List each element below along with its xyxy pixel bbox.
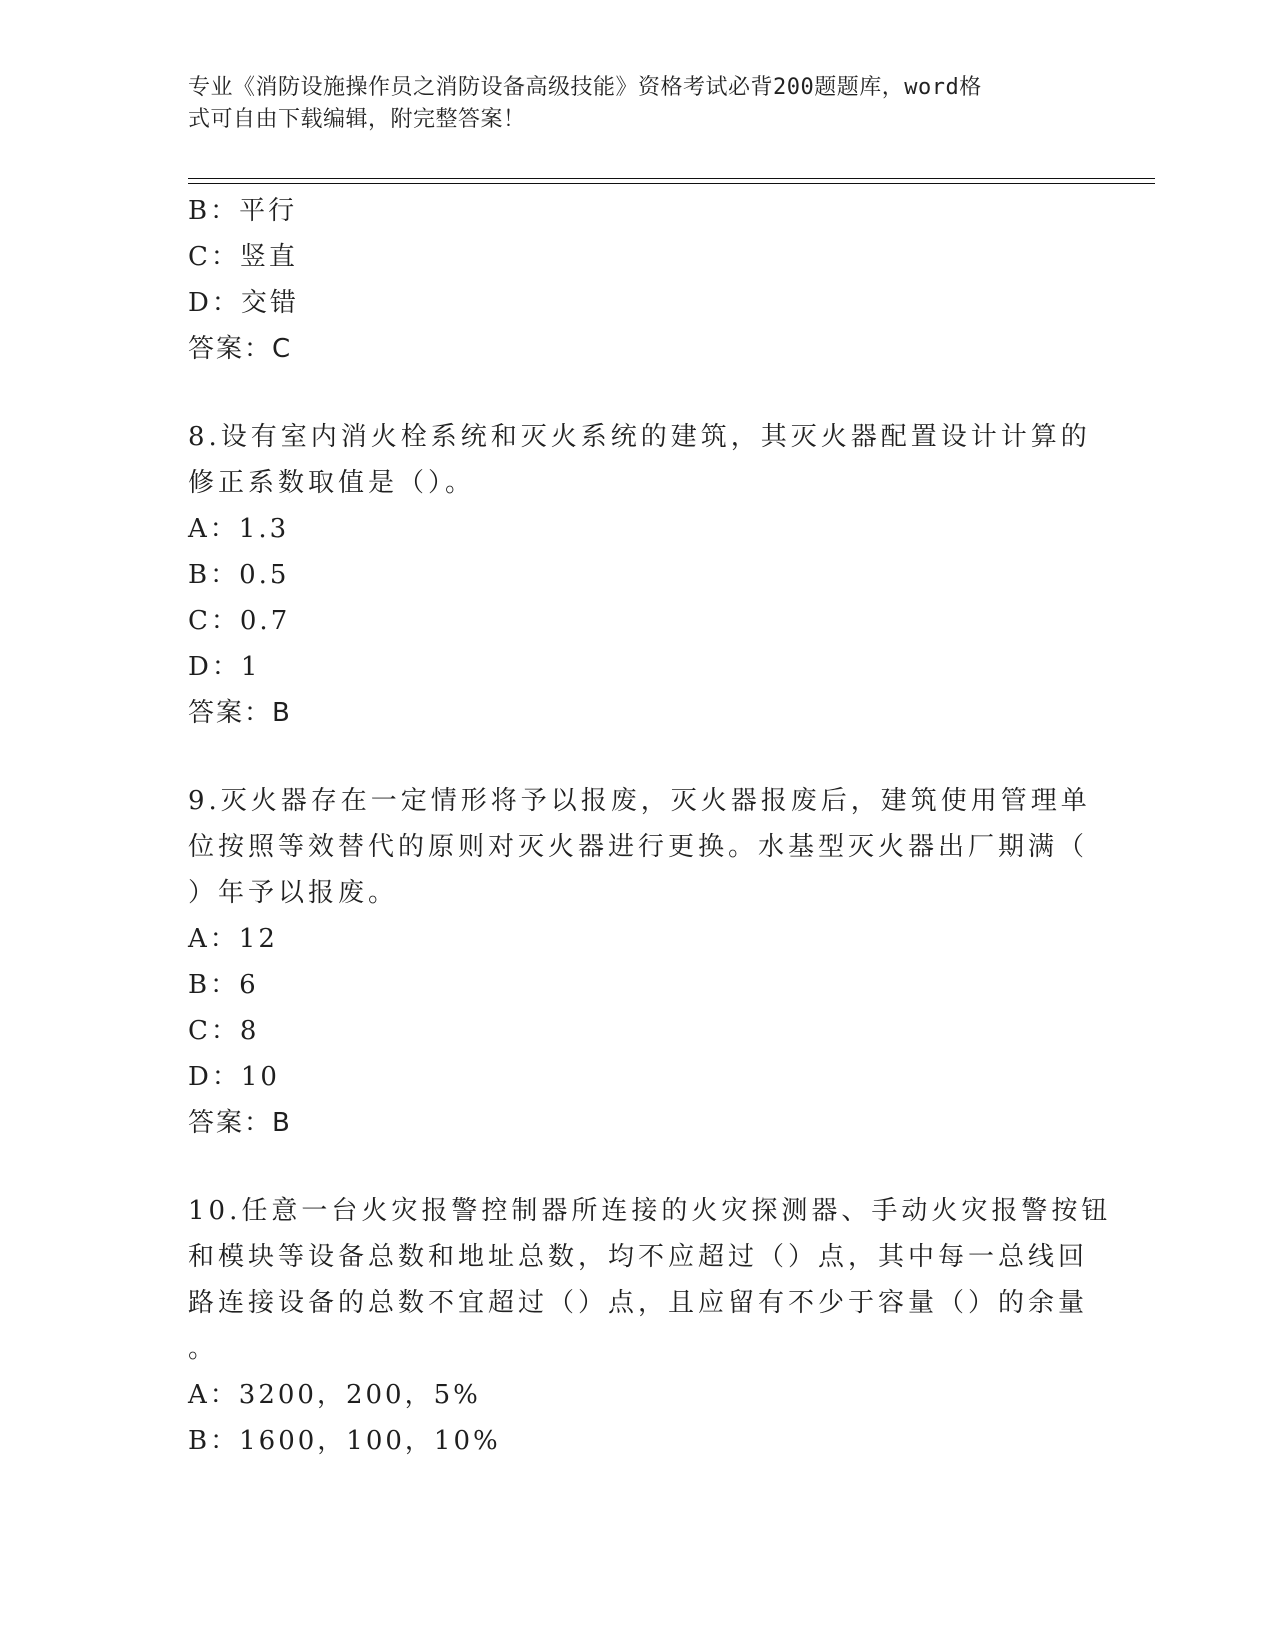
question-7-continued: [188, 188, 1088, 372]
question-8: [188, 414, 1091, 736]
option-c: C：8: [188, 1016, 260, 1046]
question-10: [188, 1188, 1112, 1464]
option-b: B：6: [188, 970, 259, 1000]
question-text-line: 8.设有室内消火栓系统和灭火系统的建筑，其灭火器配置设计计算的: [188, 422, 1091, 452]
option-b: B：平行: [188, 196, 298, 226]
question-9: [188, 778, 1091, 1146]
header-line-2: 式可自由下载编辑，附完整答案！: [188, 107, 526, 132]
option-a: A：1.3: [188, 514, 290, 544]
question-text-line: 和模块等设备总数和地址总数，均不应超过（）点，其中每一总线回: [188, 1242, 1089, 1272]
question-text-line: 位按照等效替代的原则对灭火器进行更换。水基型灭火器出厂期满（: [188, 832, 1089, 862]
option-d: D：1: [188, 652, 261, 682]
question-text-line: 修正系数取值是（）。: [188, 468, 476, 498]
question-text-line: ）年予以报废。: [188, 878, 399, 908]
spacer: [188, 736, 1088, 778]
question-text-line: 10.任意一台火灾报警控制器所连接的火灾探测器、手动火灾报警按钮: [188, 1196, 1112, 1226]
spacer: [188, 372, 1088, 414]
option-d: D：10: [188, 1062, 280, 1092]
option-b: B：1600，100，10%: [188, 1426, 501, 1456]
question-text-line: 9.灭火器存在一定情形将予以报废，灭火器报废后，建筑使用管理单: [188, 786, 1091, 816]
option-a: A：3200，200，5%: [188, 1380, 481, 1410]
question-text-line: 路连接设备的总数不宜超过（）点，且应留有不少于容量（）的余量: [188, 1288, 1089, 1318]
spacer: [188, 1146, 1088, 1188]
page-header: [188, 72, 1068, 136]
answer: 答案：C: [188, 334, 293, 364]
option-b: B：0.5: [188, 560, 290, 590]
header-divider: [188, 178, 1155, 184]
option-c: C：0.7: [188, 606, 291, 636]
document-body: [188, 188, 1112, 1464]
option-a: A：12: [188, 924, 278, 954]
header-line-1: 专业《消防设施操作员之消防设备高级技能》资格考试必背200题题库，word格: [188, 75, 982, 100]
answer: 答案：B: [188, 1108, 292, 1138]
question-text-line: 。: [188, 1334, 219, 1364]
option-c: C：竖直: [188, 242, 298, 272]
answer: 答案：B: [188, 698, 292, 728]
option-d: D：交错: [188, 288, 299, 318]
